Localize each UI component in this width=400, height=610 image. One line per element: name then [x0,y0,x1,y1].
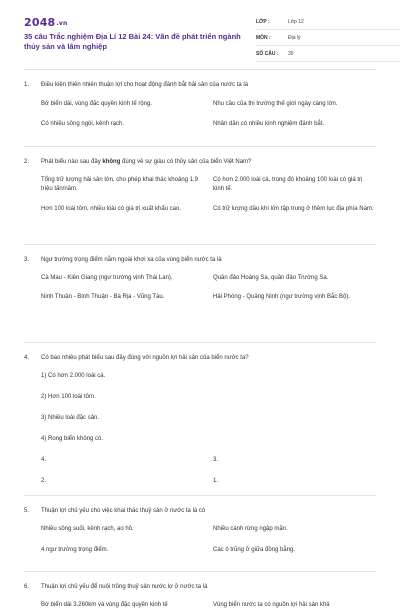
question-number: 4. [24,355,30,361]
question-stem [24,507,376,516]
logo-text: 2048 [24,16,56,29]
question-item [24,343,376,496]
question-item [24,147,376,245]
answer-option-d[interactable]: Các ô trũng ở giữa đồng bằng. [213,547,296,553]
statement-list [24,372,376,444]
answer-option-c[interactable]: Ninh Thuận - Bình Thuận - Bà Rịa - Vũng Tàu. [41,294,165,300]
answer-option-a[interactable]: Bờ biển dài, vùng đặc quyền kinh tế rộng. [41,101,153,107]
question-number: 3. [24,257,30,263]
question-number: 2. [24,159,30,165]
meta-row-subject [256,30,400,46]
question-item [24,245,376,343]
question-text: Phát biểu nào sau đây không đúng về sự giàu có thủy sản của biển Việt Nam? [41,159,252,165]
answer-option-b[interactable]: Vùng biển nước ta có nguồn lợi hải sản khá [213,602,330,608]
answer-options [24,176,376,214]
answer-option-a[interactable]: 4. [41,457,47,463]
question-number: 1. [24,82,30,88]
question-item [24,70,376,147]
question-stem [24,81,376,90]
document-header [24,0,376,70]
question-list [24,70,376,608]
statement-item: 1) Có hơn 2.000 loài cá. [41,373,106,379]
answer-option-d[interactable]: Hải Phòng - Quảng Ninh (ngư trường vịnh Bắc Bộ). [213,294,351,300]
answer-option-d[interactable]: Nhân dân có nhiều kinh nghiệm đánh bắt. [213,121,325,127]
question-text: Ngư trường trọng điểm nằm ngoài khơi xa của vùng biển nước ta là [41,257,222,263]
question-number: 5. [24,508,30,514]
question-stem [24,354,376,363]
answer-options [24,456,376,486]
answer-options [24,274,376,302]
question-stem [24,158,376,167]
answer-option-c[interactable]: 2. [41,478,47,484]
meta-row-count [256,46,400,62]
statement-item: 4) Rong biển không có. [41,436,104,442]
answer-option-a[interactable]: Nhiều sông suối, kênh rạch, ao hồ. [41,526,134,532]
meta-value: 35 [288,50,294,57]
meta-value: Lớp 12 [288,18,304,25]
meta-row-class [256,14,400,30]
question-stem [24,583,376,592]
answer-option-a[interactable]: Cà Mau - Kiên Giang (ngư trường vịnh Thái Lan). [41,275,173,281]
statement-item: 3) Nhiều loài đặc sản. [41,415,100,421]
answer-options [24,100,376,129]
answer-options [24,525,376,555]
question-text: Có bao nhiêu phát biểu sau đây đúng với nguồn lợi hải sản của biển nước ta? [41,355,249,361]
question-text: Thuận lợi chủ yếu cho việc khai thác thuỷ sản ở nước ta là có [41,508,206,514]
document-title: 35 câu Trắc nghiệm Địa Lí 12 Bài 24: Vấn đề phát triển ngành thủy sản và lâm nghiệp [24,32,241,51]
answer-option-d[interactable]: 1. [213,478,219,484]
question-item [24,496,376,572]
answer-option-c[interactable]: 4 ngư trường trọng điểm. [41,547,109,553]
answer-option-c[interactable]: Có nhiều sông ngòi, kênh rạch. [41,121,125,127]
answer-option-b[interactable]: Nhiều cánh rừng ngập mặn. [213,526,288,532]
question-stem [24,256,376,265]
document-meta [256,14,400,62]
meta-label: SỐ CÂU : [256,50,279,57]
answer-options [24,601,376,610]
answer-option-c[interactable]: Hơn 100 loài tôm, nhiều loài có giá trị xuất khẩu cao. [41,206,182,212]
question-item [24,572,376,608]
site-logo[interactable] [24,16,67,29]
question-number: 6. [24,584,30,590]
statement-item: 2) Hơn 100 loài tôm. [41,394,96,400]
answer-option-b[interactable]: Có hơn 2.000 loài cá, trong đó khoảng 100 loài có giá trị kinh tế. [213,177,363,192]
answer-option-b[interactable]: Nhu cầu của thị trường thế giới ngày càng lớn. [213,101,338,107]
meta-label: LỚP : [256,18,270,25]
logo-suffix: .vn [56,20,68,27]
answer-option-d[interactable]: Có trữ lượng dầu khí lớn tập trung ở thềm lục địa phía Nam. [213,206,374,212]
answer-option-b[interactable]: Quần đảo Hoàng Sa, quần đảo Trường Sa. [213,275,329,281]
meta-value: Địa lý [288,34,301,41]
meta-label: MÔN : [256,34,271,41]
answer-option-b[interactable]: 3. [213,457,219,463]
answer-option-a[interactable]: Bờ biển dài 3.260km và vùng đặc quyền kinh tế [41,602,168,608]
answer-option-a[interactable]: Tổng trữ lượng hải sản lớn, cho phép khai thác khoảng 1,9 triệu tấn/năm. [41,177,198,192]
question-text: Thuận lợi chủ yếu để nuôi trồng thuỷ sản nước lợ ở nước ta là [41,584,208,590]
question-text: Điều kiện thiên nhiên thuận lợi cho hoạt động đánh bắt hải sản của nước ta là [41,82,249,88]
